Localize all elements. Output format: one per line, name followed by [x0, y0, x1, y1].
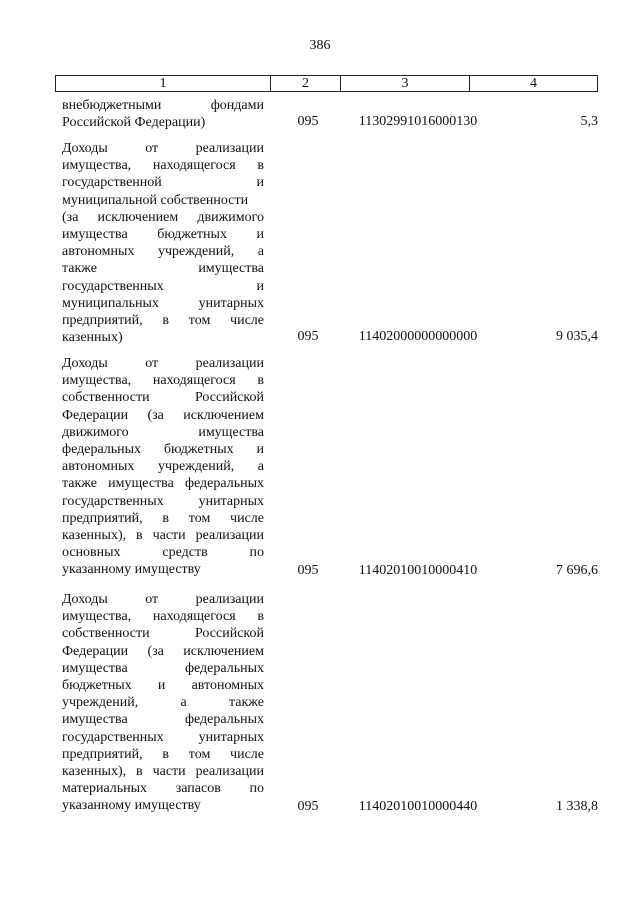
- description-line: имущества, находящегося в: [62, 609, 264, 625]
- description-line: внебюджетными фондами: [62, 98, 264, 113]
- row-sum: 7 696,6: [556, 563, 598, 578]
- description-line: казенных), в части реализации: [62, 527, 264, 543]
- header-col-4: 4: [530, 76, 537, 91]
- header-col-3: 3: [341, 76, 470, 91]
- description-line: предприятий, в том числе: [62, 312, 264, 328]
- row-code: 095: [297, 563, 319, 578]
- description-line: материальных запасов по: [62, 781, 264, 797]
- row-kbk: 11302991016000130: [358, 114, 478, 129]
- description-line: (за исключением движимого: [62, 209, 264, 225]
- description-line: предприятий, в том числе: [62, 746, 264, 762]
- row-kbk: 11402010010000410: [358, 563, 478, 578]
- description-line: имущества федеральных: [62, 712, 264, 728]
- description-line: собственности Российской: [62, 626, 264, 642]
- description-line: движимого имущества: [62, 424, 264, 440]
- header-col-1: 1: [56, 76, 271, 91]
- description-line: указанному имуществу: [62, 798, 201, 814]
- description-line: собственности Российской: [62, 390, 264, 406]
- row-code: 095: [297, 799, 319, 814]
- row-sum: 5,3: [580, 114, 598, 129]
- description-line: государственных унитарных: [62, 729, 264, 745]
- description-line: предприятий, в том числе: [62, 510, 264, 526]
- description-line: казенных), в части реализации: [62, 763, 264, 779]
- description-line: имущества, находящегося в: [62, 158, 264, 174]
- description-line: автономных учреждений, а: [62, 459, 264, 475]
- description-line: федеральных бюджетных и: [62, 441, 264, 457]
- description-line: Российской Федерации): [62, 115, 206, 131]
- row-description: [62, 97, 264, 131]
- row-kbk: 11402000000000000: [358, 329, 478, 344]
- description-line: основных средств по: [62, 545, 264, 561]
- description-line: имущества бюджетных и: [62, 226, 264, 242]
- row-code: 095: [297, 114, 319, 129]
- description-line: Доходы от реализации: [62, 141, 264, 156]
- description-line: Федерации (за исключением: [62, 643, 264, 659]
- description-line: государственной и: [62, 175, 264, 191]
- description-line: также имущества: [62, 261, 264, 277]
- description-line: бюджетных и автономных: [62, 677, 264, 693]
- row-description: [62, 140, 264, 346]
- description-line: учреждений, а также: [62, 695, 264, 711]
- description-line: указанному имуществу: [62, 562, 201, 578]
- row-sum: 1 338,8: [556, 799, 598, 814]
- row-code: 095: [297, 329, 319, 344]
- description-line: казенных): [62, 330, 123, 346]
- description-line: Доходы от реализации: [62, 592, 264, 607]
- description-line: государственных унитарных: [62, 493, 264, 509]
- description-line: Федерации (за исключением: [62, 407, 264, 423]
- row-description: [62, 591, 264, 814]
- table-header: [55, 75, 598, 92]
- description-line: государственных и: [62, 278, 264, 294]
- description-line: имущества федеральных: [62, 660, 264, 676]
- header-col-2: 2: [271, 76, 341, 91]
- description-line: также имущества федеральных: [62, 476, 264, 492]
- row-description: [62, 355, 264, 578]
- description-line: муниципальных унитарных: [62, 295, 264, 311]
- description-line: муниципальной собственности: [62, 192, 249, 208]
- page-number: 386: [309, 38, 331, 53]
- row-kbk: 11402010010000440: [358, 799, 478, 814]
- row-sum: 9 035,4: [556, 329, 598, 344]
- description-line: Доходы от реализации: [62, 356, 264, 371]
- description-line: автономных учреждений, а: [62, 244, 264, 260]
- description-line: имущества, находящегося в: [62, 373, 264, 389]
